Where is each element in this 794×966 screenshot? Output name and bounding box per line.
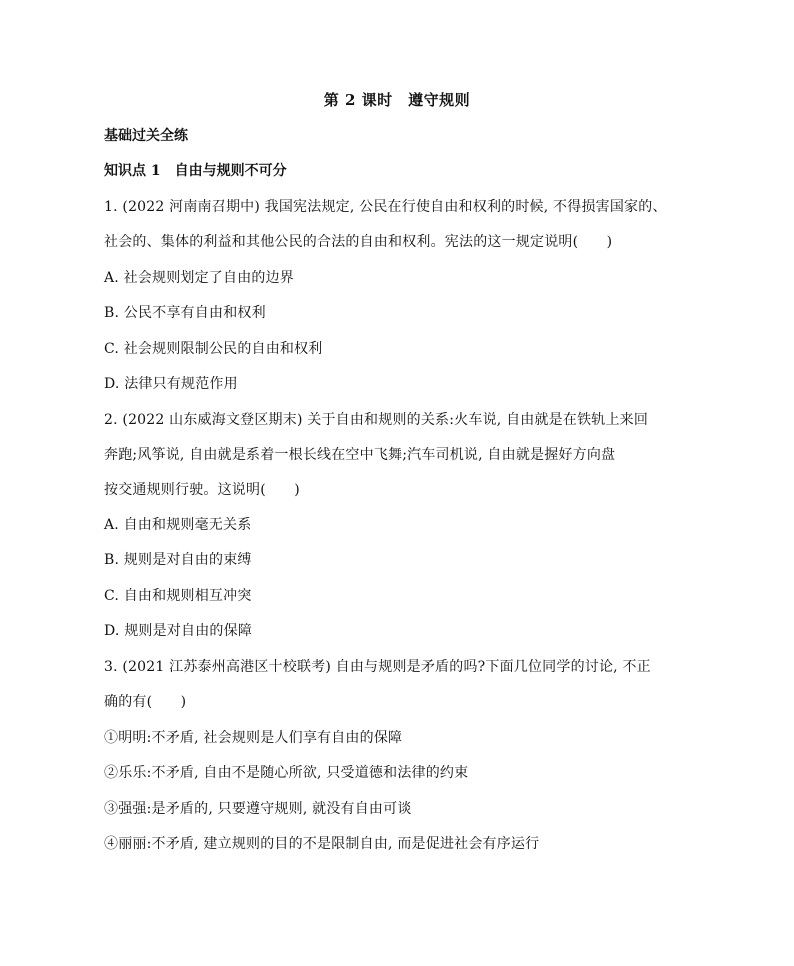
lesson-title: 第 2 课时 遵守规则 (323, 91, 471, 109)
q3-statement-1: ①明明:不矛盾, 社会规则是人们享有自由的保障 (104, 730, 403, 746)
q1-option-a: A. 社会规则划定了自由的边界 (104, 270, 295, 286)
q2-option-c: C. 自由和规则相互冲突 (104, 588, 252, 604)
q1-option-c: C. 社会规则限制公民的自由和权利 (104, 341, 323, 357)
q2-stem-line-3: 按交通规则行驶。这说明( ) (104, 482, 300, 498)
q1-option-b: B. 公民不享有自由和权利 (104, 305, 266, 321)
q3-stem-line-2: 确的有( ) (104, 694, 187, 710)
q3-statement-2: ②乐乐:不矛盾, 自由不是随心所欲, 只受道德和法律的约束 (104, 765, 469, 781)
q2-option-a: A. 自由和规则毫无关系 (104, 517, 252, 533)
knowledge-point-heading: 知识点 1 自由与规则不可分 (104, 163, 287, 179)
q3-statement-3: ③强强:是矛盾的, 只要遵守规则, 就没有自由可谈 (104, 801, 412, 817)
q3-stem-line-1: 3. (2021 江苏泰州高港区十校联考) 自由与规则是矛盾的吗?下面几位同学的讨论, 不正 (104, 659, 651, 675)
q1-stem-line-1: 1. (2022 河南南召期中) 我国宪法规定, 公民在行使自由和权利的时候, 不得损害国家的、 (104, 199, 667, 215)
q2-option-d: D. 规则是对自由的保障 (104, 623, 253, 639)
q1-option-d: D. 法律只有规范作用 (104, 376, 238, 392)
q1-stem-line-2: 社会的、集体的利益和其他公民的合法的自由和权利。宪法的这一规定说明( ) (104, 234, 613, 250)
section-heading: 基础过关全练 (104, 128, 188, 144)
q2-stem-line-1: 2. (2022 山东威海文登区期末) 关于自由和规则的关系:火车说, 自由就是在铁轨上来回 (104, 412, 649, 428)
q3-statement-4: ④丽丽:不矛盾, 建立规则的目的不是限制自由, 而是促进社会有序运行 (104, 836, 540, 852)
q2-stem-line-2: 奔跑;风筝说, 自由就是系着一根长线在空中飞舞;汽车司机说, 自由就是握好方向盘 (104, 447, 616, 463)
q2-option-b: B. 规则是对自由的束缚 (104, 552, 252, 568)
